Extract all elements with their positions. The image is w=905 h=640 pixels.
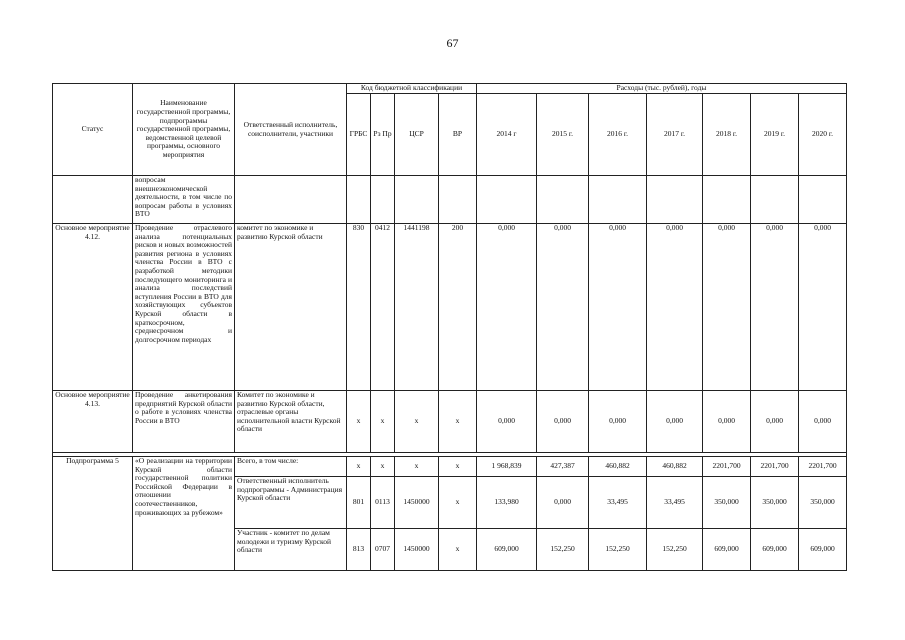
cell-name: Проведение анкетирования предприятий Курской области о работе в условиях членства России в ВТО bbox=[133, 391, 235, 453]
header-grbs: ГРБС bbox=[347, 94, 371, 176]
cell-csr: x bbox=[395, 391, 439, 453]
header-year: 2017 г. bbox=[647, 94, 703, 176]
cell-value: 0,000 bbox=[751, 391, 799, 453]
cell-value: 0,000 bbox=[589, 224, 647, 391]
cell-value: 0,000 bbox=[647, 224, 703, 391]
cell-rzpr: 0412 bbox=[371, 224, 395, 391]
cell-status bbox=[53, 176, 133, 224]
cell-value: 0,000 bbox=[703, 391, 751, 453]
header-rzpr: Рз Пр bbox=[371, 94, 395, 176]
header-vr: ВР bbox=[439, 94, 477, 176]
header-responsible: Ответственный исполнитель, соисполнители, участники bbox=[235, 84, 347, 176]
cell-rzpr: 0707 bbox=[371, 529, 395, 571]
header-year: 2020 г. bbox=[799, 94, 847, 176]
cell-value: 0,000 bbox=[477, 391, 537, 453]
cell-value: 350,000 bbox=[799, 477, 847, 529]
header-kbk-group: Код бюджетной классификации bbox=[347, 84, 477, 94]
page-number: 67 bbox=[446, 36, 459, 50]
cell-rzpr: x bbox=[371, 457, 395, 477]
cell-value: 0,000 bbox=[799, 391, 847, 453]
cell-responsible: Ответственный исполнитель подпрограммы - Администрация Курской области bbox=[235, 477, 347, 529]
cell-grbs: x bbox=[347, 457, 371, 477]
cell-value: 2201,700 bbox=[703, 457, 751, 477]
cell-vr: x bbox=[439, 529, 477, 571]
cell-value: 609,000 bbox=[703, 529, 751, 571]
header-name: Наименование государственной программы, подпрограммы государственной программы, ведомственной целевой программы, основного мероприятия bbox=[133, 84, 235, 176]
cell-value: 2201,700 bbox=[751, 457, 799, 477]
cell-csr: 1450000 bbox=[395, 529, 439, 571]
cell-status: Основное мероприятие 4.12. bbox=[53, 224, 133, 391]
cell-vr: 200 bbox=[439, 224, 477, 391]
cell-csr: 1441198 bbox=[395, 224, 439, 391]
cell-value: 33,495 bbox=[589, 477, 647, 529]
cell-value: 609,000 bbox=[477, 529, 537, 571]
cell-vr: x bbox=[439, 391, 477, 453]
header-csr: ЦСР bbox=[395, 94, 439, 176]
cell-value: 0,000 bbox=[537, 391, 589, 453]
cell-status: Основное мероприятие 4.13. bbox=[53, 391, 133, 453]
budget-table bbox=[52, 83, 847, 571]
cell-value: 152,250 bbox=[537, 529, 589, 571]
table-row bbox=[53, 391, 847, 453]
cell-grbs: x bbox=[347, 391, 371, 453]
cell-value: 609,000 bbox=[799, 529, 847, 571]
cell-value: 0,000 bbox=[799, 224, 847, 391]
cell-value: 460,882 bbox=[647, 457, 703, 477]
header-year: 2016 г. bbox=[589, 94, 647, 176]
cell-value: 609,000 bbox=[751, 529, 799, 571]
cell-value: 152,250 bbox=[589, 529, 647, 571]
cell-value: 0,000 bbox=[537, 224, 589, 391]
header-expenses-group: Расходы (тыс. рублей), годы bbox=[477, 84, 847, 94]
cell-grbs: 813 bbox=[347, 529, 371, 571]
cell-grbs: 830 bbox=[347, 224, 371, 391]
cell-responsible: Участник - комитет по делам молодежи и туризму Курской области bbox=[235, 529, 347, 571]
cell-vr: x bbox=[439, 477, 477, 529]
cell-value: 0,000 bbox=[477, 224, 537, 391]
cell-responsible: Всего, в том числе: bbox=[235, 457, 347, 477]
cell-status: Подпрограмма 5 bbox=[53, 457, 133, 571]
cell-csr: x bbox=[395, 457, 439, 477]
header-year: 2014 г bbox=[477, 94, 537, 176]
header-year: 2015 г. bbox=[537, 94, 589, 176]
cell-responsible: комитет по экономике и развитию Курской области bbox=[235, 224, 347, 391]
cell-grbs: 801 bbox=[347, 477, 371, 529]
cell-value: 2201,700 bbox=[799, 457, 847, 477]
cell-value: 0,000 bbox=[703, 224, 751, 391]
cell-value: 152,250 bbox=[647, 529, 703, 571]
cell-vr: x bbox=[439, 457, 477, 477]
header-status: Статус bbox=[53, 84, 133, 176]
cell-value: 427,387 bbox=[537, 457, 589, 477]
cell-name: «О реализации на территории Курской области государственной политики Российской Федерации в отношении соотечественников, проживающих за рубежом» bbox=[133, 457, 235, 571]
cell-value: 0,000 bbox=[589, 391, 647, 453]
table-row bbox=[53, 457, 847, 477]
cell-value: 0,000 bbox=[647, 391, 703, 453]
table-row bbox=[53, 224, 847, 391]
cell-value: 33,495 bbox=[647, 477, 703, 529]
cell-rzpr: x bbox=[371, 391, 395, 453]
header-row-1 bbox=[53, 84, 847, 94]
cell-rzpr: 0113 bbox=[371, 477, 395, 529]
cell-name: Проведение отраслевого анализа потенциальных рисков и новых возможностей развития региона в условиях членства России в ВТО с разработкой методики последующего мониторинга и анализа последствий вступления России в ВТО для хозяйствующих субъектов Курской области в краткосрочном, среднесрочном и долгосрочном периодах bbox=[133, 224, 235, 391]
header-year: 2018 г. bbox=[703, 94, 751, 176]
header-year: 2019 г. bbox=[751, 94, 799, 176]
cell-value: 0,000 bbox=[537, 477, 589, 529]
cell-name: вопросам внешнеэкономической деятельности, в том числе по вопросам работы в условиях ВТО bbox=[133, 176, 235, 224]
cell-responsible bbox=[235, 176, 347, 224]
cell-responsible: Комитет по экономике и развитию Курской области, отраслевые органы исполнительной власти Курской области bbox=[235, 391, 347, 453]
cell-csr: 1450000 bbox=[395, 477, 439, 529]
cell-value: 1 968,839 bbox=[477, 457, 537, 477]
table-row bbox=[53, 176, 847, 224]
cell-value: 350,000 bbox=[751, 477, 799, 529]
cell-value: 133,980 bbox=[477, 477, 537, 529]
cell-value: 460,882 bbox=[589, 457, 647, 477]
cell-value: 350,000 bbox=[703, 477, 751, 529]
cell-value: 0,000 bbox=[751, 224, 799, 391]
